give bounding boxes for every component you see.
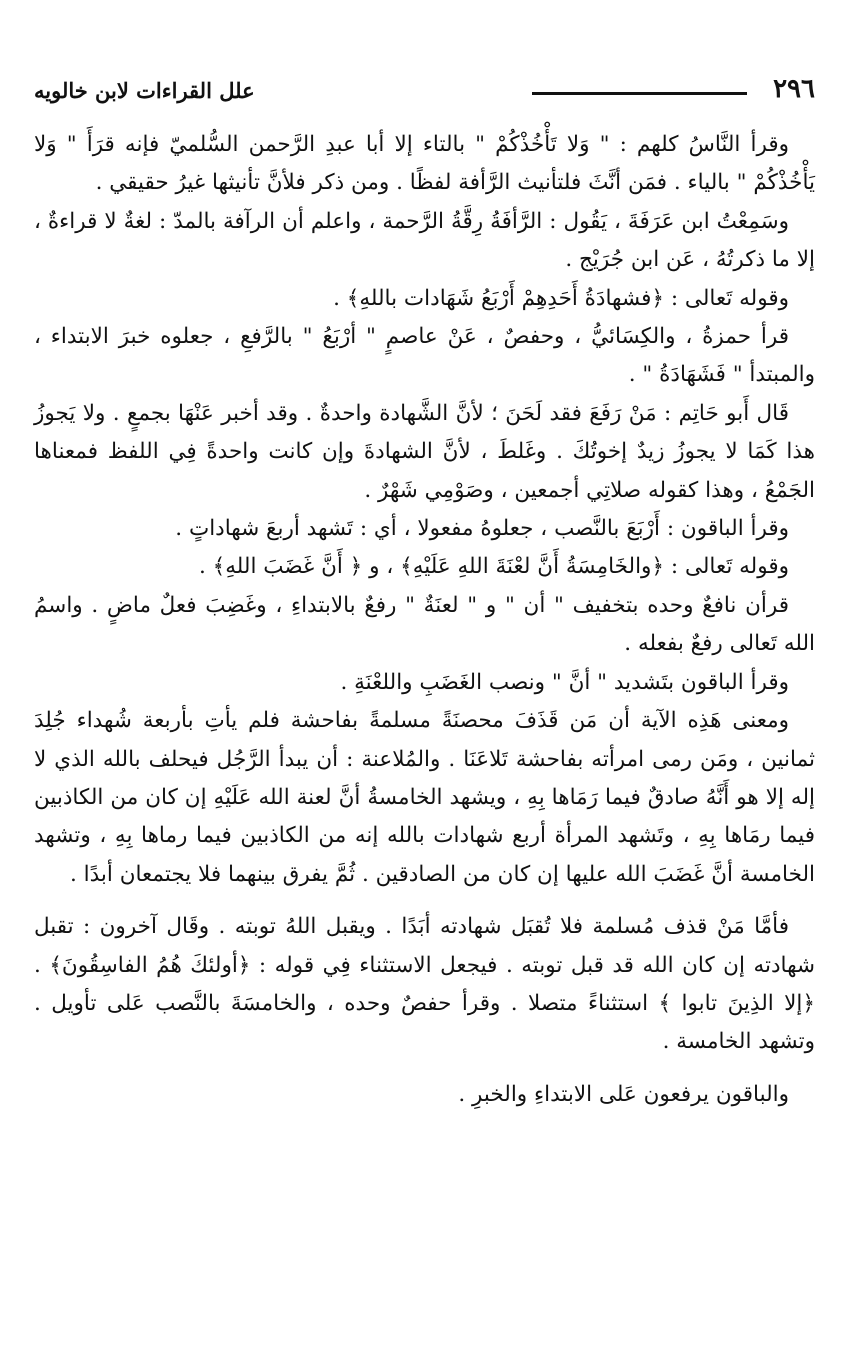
body-text xyxy=(34,126,815,1114)
paragraph: وقرأ الباقون بتَشديد " أنَّ " ونصب الغَضَبِ واللعْنَةِ . xyxy=(340,669,789,695)
paragraph: ومعنى هَذِه الآية أن مَن قَذَفَ محصنَةً مسلمةً بفاحشة فلم يأتِ بأربعة شُهداء جُلِدَ ثمانين ، ومَن رمى امرأته بفاحشة تَلاعَنَا . والمُلاعنة : أن يبدأ الرَّجُل فيحلف بالله الذي لا إله إلا هو أَنَّهُ صادقٌ فيما رَمَاها بِهِ ، ويشهد الخامسةُ أنَّ لعنة الله عَلَيْهِ إن كان من الكاذبين فيما رمَاها بِهِ ، وتَشهد المرأة أربع شهادات بالله إنه من الكاذبين فيما رماها بِهِ ، وتشهد الخامسة أنَّ غَضَبَ الله عليها إن كان من الصادقين . ثُمَّ يفرق بينهما فلا يجتمعان أبدًا . xyxy=(34,708,815,887)
paragraph: قرأ حمزةُ ، والكِسَائيُّ ، وحفصٌ ، عَنْ عاصمٍ " أرْبَعُ " بالرَّفعِ ، جعلوه خبرَ الابتداء ، والمبتدأ " فَشَهَادَةُ " . xyxy=(34,324,815,388)
page-number: ٢٩٦ xyxy=(773,74,815,104)
page-header xyxy=(34,72,815,112)
paragraph: والباقون يرفعون عَلى الابتداءِ والخبرِ . xyxy=(458,1081,789,1107)
paragraph: وقوله تَعالى : ﴿والخَامِسَةُ أَنَّ لعْنَةَ اللهِ عَلَيْهِ﴾ ، و ﴿ أَنَّ غَضَبَ اللهِ﴾ . xyxy=(198,554,789,580)
paragraph: وقوله تَعالى : ﴿فشهادَةُ أَحَدِهِمْ أَرْبَعُ شَهَادات باللهِ﴾ . xyxy=(333,285,789,311)
header-rule xyxy=(532,92,747,95)
paragraph: وقرأ النَّاسُ كلهم : " وَلا تَأْخُذْكُمْ " بالتاء إلا أبا عبدِ الرَّحمن السُّلميّ فإنه قرَأَ " وَلا يَأْخُذْكُمْ " بالياء . فمَن أنَّثَ فلتأنيث الرَّأفة لفظًا . ومن ذكر فلأنَّ تأنيثها غيرُ حقيقي . xyxy=(34,132,815,196)
paragraph: وقرأ الباقون : أَرْبَعَ بالنَّصب ، جعلوهُ مفعولا ، أي : تَشهد أربعَ شهاداتٍ . xyxy=(175,516,789,542)
paragraph: قَال أَبو حَاتِم : مَنْ رَفَعَ فقد لَحَنَ ؛ لأنَّ الشَّهادة واحدةٌ . وقد أخبر عَنْهَا بجمعٍ . ولا يَجوزُ هذا كَمَا لا يجوزُ زيدٌ إخوتُكَ . وغَلطَ ، لأنَّ الشهادةَ وإن كانت واحدةً فِي اللفظ فمعناها الجَمْعُ ، وهذا كقوله صلاتِي أجمعين ، وصَوْمِي شَهْرٌ . xyxy=(34,400,815,503)
paragraph: فأمَّا مَنْ قذف مُسلمة فلا تُقبَل شهادته أبَدًا . ويقبل اللهُ توبته . وقَال آخرون : تقبل شهادته إن كان الله قد قبل توبته . فيجعل الاستثناء فِي قوله : ﴿أولئكَ هُمُ الفاسِقُونَ﴾ . ﴿إلا الذِينَ تابوا ﴾ استثناءً متصلا . وقرأ حفصٌ وحده ، والخامسَةَ بالنَّصب عَلى تأويل . وتشهد الخامسة . xyxy=(34,914,815,1055)
paragraph: وسَمِعْتُ ابن عَرَفَةَ ، يَقُول : الرَّأفَةُ رِقَّةُ الرَّحمة ، واعلم أن الرآفة بالمدّ : لغةٌ لا قراءةٌ ، إلا ما ذكرتُهُ ، عَن ابن جُرَيْج . xyxy=(34,208,815,273)
document-page xyxy=(34,72,815,1114)
paragraph: قرأن نافعٌ وحده بتخفيف " أن " و " لعنَةٌ " رفعٌ بالابتداءِ ، وغَضِبَ فعلٌ ماضٍ . واسمُ الله تَعالى رفعٌ بفعله . xyxy=(34,592,815,657)
running-title: علل القراءات لابن خالويه xyxy=(34,78,255,103)
